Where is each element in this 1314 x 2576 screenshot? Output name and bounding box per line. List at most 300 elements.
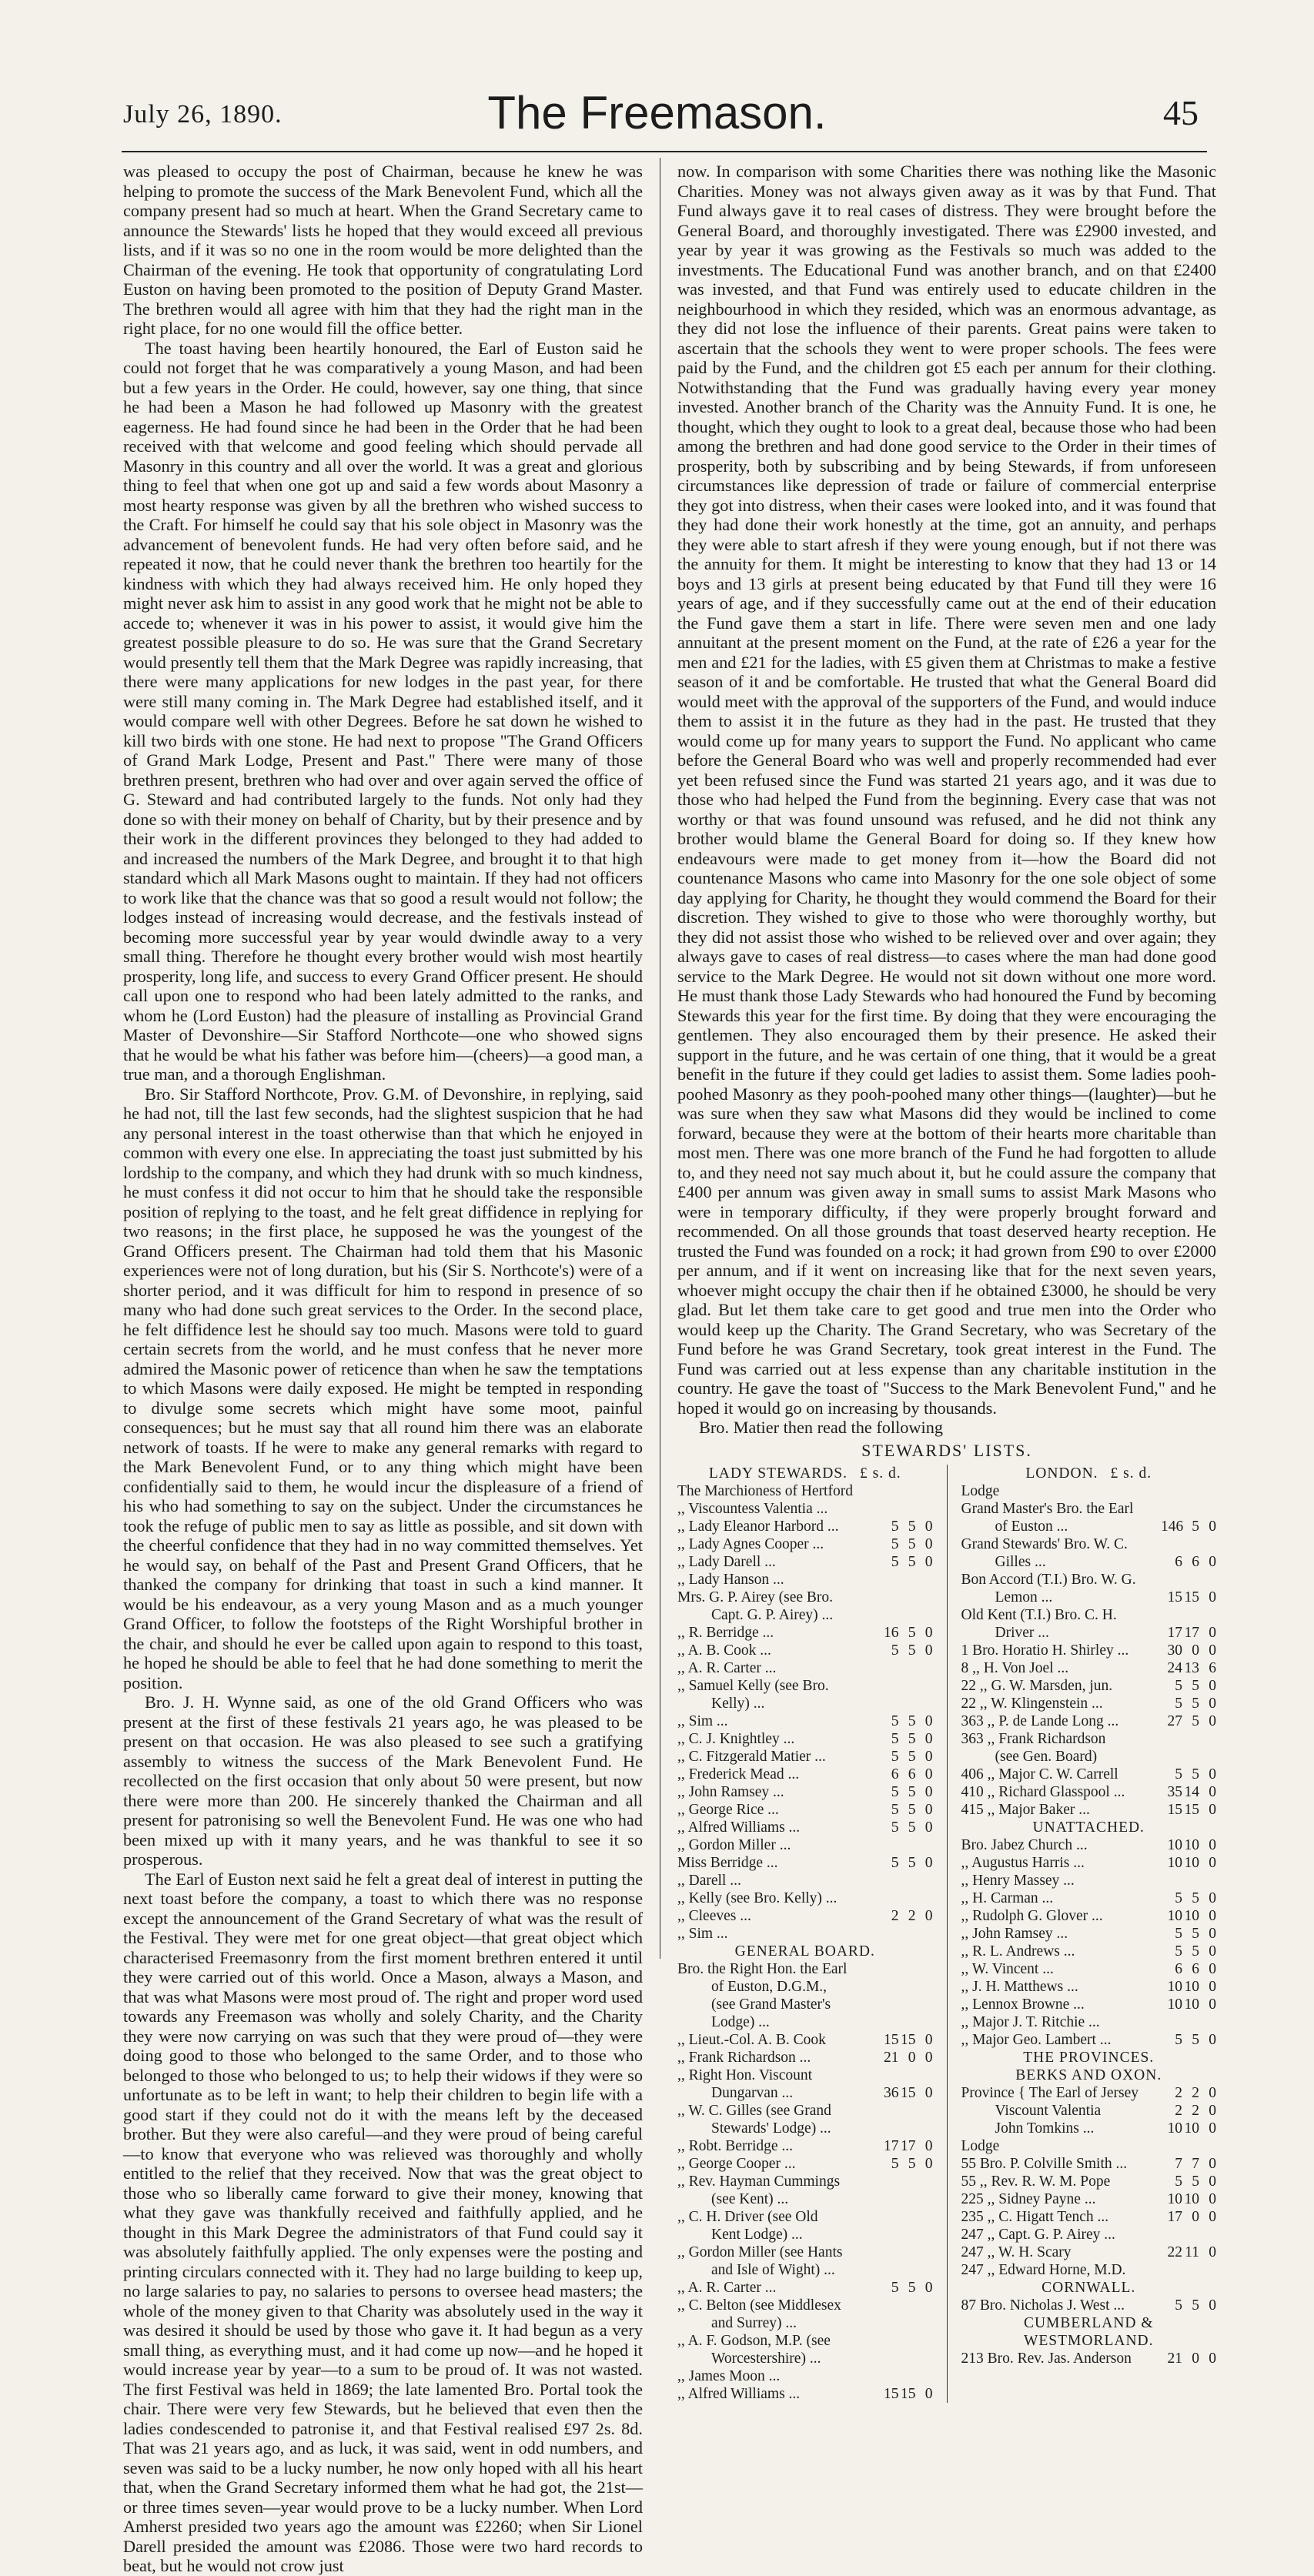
- list-item-amount: 5: [1192, 1519, 1199, 1535]
- list-item-amount: [916, 2190, 933, 2208]
- list-item: [677, 2297, 933, 2314]
- list-item-amount: 5: [1175, 1678, 1182, 1694]
- list-item-name: ,, C. H. Driver (see Old: [677, 2209, 818, 2225]
- list-item-amount: 0: [1192, 1642, 1199, 1659]
- list-item-name: Old Kent (T.I.) Bro. C. H.: [961, 1607, 1117, 1623]
- list-item-amount: [899, 2190, 916, 2208]
- list-item-amount: 17: [901, 2138, 916, 2154]
- list-item: [961, 2226, 1217, 2244]
- list-item-amount: 5: [891, 1819, 899, 1836]
- list-heading: UNATTACHED.: [1032, 1819, 1145, 1836]
- list-item: [677, 2031, 933, 2049]
- list-item-amount: 0: [924, 1731, 933, 1747]
- list-item-amount: [878, 2226, 899, 2244]
- list-item-amount: 0: [924, 2138, 933, 2154]
- list-item: [677, 1996, 933, 2013]
- list-item-amount: 7: [1192, 2156, 1199, 2172]
- list-item-amount: 5: [891, 1536, 899, 1552]
- list-item-amount: 5: [1175, 1926, 1182, 1942]
- list-item-amount: 5: [908, 1713, 916, 1729]
- list-item-amount: 15: [884, 2386, 899, 2402]
- list-item: [677, 1925, 933, 1943]
- list-item: [677, 1535, 933, 1553]
- list-item-name: ,, Gordon Miller (see Hants: [677, 2244, 843, 2260]
- list-item-amount: [1182, 1482, 1199, 1500]
- list-item-amount: 10: [1167, 2120, 1182, 2137]
- list-item-name: ,, Lady Eleanor Harbord ...: [677, 1519, 839, 1535]
- list-item-amount: [916, 2173, 933, 2190]
- list-item-amount: 5: [891, 2280, 899, 2296]
- list-item: [677, 2137, 933, 2155]
- list-item-amount: [899, 1836, 916, 1854]
- list-item-amount: 5: [908, 1731, 916, 1747]
- list-item-amount: 0: [924, 1855, 933, 1871]
- list-item-amount: 5: [1192, 1943, 1199, 1960]
- list-item-name: ,, George Cooper ...: [677, 2156, 796, 2172]
- list-item-amount: [1199, 1606, 1216, 1624]
- list-item-amount: [878, 2190, 899, 2208]
- list-item-name: Driver ...: [995, 1625, 1049, 1641]
- list-item: [677, 1960, 933, 1978]
- list-heading-text: LADY STEWARDS.: [708, 1465, 848, 1482]
- list-item-amount: 5: [1192, 1890, 1199, 1906]
- list-item-amount: 0: [1209, 2191, 1216, 2207]
- list-item-amount: [899, 2261, 916, 2279]
- newspaper-title: The Freemason.: [487, 87, 827, 139]
- list-item: [961, 2190, 1217, 2208]
- list-item-name: ,, Lennox Browne ...: [961, 1996, 1085, 2013]
- list-item-amount: [899, 2332, 916, 2350]
- list-item: [961, 2297, 1217, 2314]
- list-item: [961, 1500, 1217, 1518]
- list-item-amount: [1161, 1571, 1182, 1589]
- list-item-amount: 0: [1209, 1855, 1216, 1871]
- list-item-amount: 5: [1175, 1943, 1182, 1960]
- list-item-amount: 5: [908, 1819, 916, 1836]
- list-item-amount: [916, 1589, 933, 1606]
- list-item-amount: [878, 1836, 899, 1854]
- list-item-amount: 6: [1175, 1554, 1182, 1570]
- list-item-amount: [899, 1872, 916, 1889]
- list-item-amount: 5: [891, 1855, 899, 1871]
- list-item-name: and Surrey) ...: [711, 2315, 797, 2331]
- list-item-name: (see Grand Master's: [711, 1996, 831, 2013]
- list-item: [961, 2137, 1217, 2155]
- list-item-amount: [1182, 1730, 1199, 1748]
- list-item-name: Bro. Jabez Church ...: [961, 1837, 1088, 1853]
- list-item: [677, 2244, 933, 2261]
- list-item: [961, 1695, 1217, 1712]
- list-item-amount: [1182, 1606, 1199, 1624]
- list-item: [677, 1695, 933, 1712]
- list-item-amount: 5: [908, 1802, 916, 1818]
- list-item-amount: 0: [1209, 2103, 1216, 2119]
- list-item-amount: 2: [1192, 2085, 1199, 2101]
- list-item-amount: [916, 2208, 933, 2226]
- list-item-name: 363 ,, Frank Richardson: [961, 1731, 1106, 1747]
- list-item-amount: 6: [1209, 1660, 1216, 1676]
- list-item-name: Lodge: [961, 2138, 1000, 2154]
- list-item-amount: 0: [1209, 1926, 1216, 1942]
- list-item-name: Lemon ...: [995, 1589, 1053, 1605]
- list-item-name: 55 ,, Rev. R. W. M. Pope: [961, 2173, 1111, 2190]
- list-item-name: 87 Bro. Nicholas J. West ...: [961, 2297, 1125, 2314]
- list-item-amount: 10: [1184, 2191, 1199, 2207]
- left-column-paragraph: The Earl of Euston next said he felt a great deal of interest in putting the next toast before the company, a toast to which there was no response except the announcement of the Grand Secretary of what was the result of the Festival. They were met for one great object—that great object which characterised Freemasonry from the first moment brethren entered it until they were carried out of this world. Once a Mason, always a Mason, and that was what Masons were most proud of. The right and proper word used towards any Freemason was wholly and solely Charity, and the Charity they were now carrying on was such that they were proud of—they were doing good to those who belonged to the same Order, and to those who belonged to those who belonged to us; to help their widows if they were so unfortunate as to be left in want; to help their children to begin life with a good start if they could not do it with the means left by the deceased brother. But they were also careful—and they were proud of being careful—to know that everyone who was relieved was thoroughly and wholly entitled to the relief that they received. Now that was the great object to those who so liberally came forward to give their money, knowing that what they gave was thankfully received and faithfully applied, and he thought in this Mark Degree the administrators of that Fund could say it was absolutely faithfully applied. The only expenses were the posting and printing circulars connected with it. They had no large building to keep up, no large salaries to pay, no salaries to persons to oversee head masters; the whole of the money given to that Charity was absolutely used in the way it was desired it should be used by those who gave it. It had begun as a very small thing, as everything must, and it had come up now—and he hoped it would increase year by year—to a sum to be proud of. It was not wasted. The first Festival was held in 1869; the late lamented Bro. Portal took the chair. There were very few Stewards, but he believed that even then the ladies condescended to patronise it, and that Festival realised £97 2s. 8d. That was 21 years ago, and as luck, it was said, went in odd numbers, and seven was said to be a lucky number, he now only hoped with all his heart that, when the Grand Secretary informed them what he had got, the 21st—or three times seven—year would prove to be a lucky number. When Lord Amherst presided two years ago the amount was £2260; when Sir Lionel Darell presided the amount was £2086. Those were two hard records to beat, but he would not crow just: [123, 1869, 643, 2575]
- list-item-name: 410 ,, Richard Glasspool ...: [961, 1784, 1125, 1800]
- list-item-amount: 10: [1184, 1837, 1199, 1853]
- list-item-amount: [916, 2013, 933, 2031]
- list-item-amount: [878, 1978, 899, 1996]
- list-item-amount: 6: [891, 1766, 899, 1782]
- list-item: [961, 1624, 1217, 1642]
- list-item-amount: [899, 2066, 916, 2084]
- list-heading-text: LONDON.: [1025, 1465, 1098, 1482]
- list-item-amount: 17: [884, 2138, 899, 2154]
- list-item-amount: [916, 1925, 933, 1943]
- list-item-amount: 5: [891, 1554, 899, 1570]
- list-item: [677, 1766, 933, 1783]
- list-item: [677, 1854, 933, 1872]
- list-item-amount: [899, 1659, 916, 1677]
- list-item-amount: [899, 2013, 916, 2031]
- list-item-amount: 0: [924, 2050, 933, 2066]
- list-item-amount: 10: [1167, 2191, 1182, 2207]
- list-item: [677, 1783, 933, 1801]
- list-item-amount: 5: [1175, 1696, 1182, 1712]
- list-item: [677, 1571, 933, 1589]
- list-item-name: ,, Frank Richardson ...: [677, 2050, 811, 2066]
- list-item-name: 406 ,, Major C. W. Carrell: [961, 1766, 1118, 1782]
- list-item-name: 22 ,, G. W. Marsden, jun.: [961, 1678, 1113, 1694]
- list-item-amount: [1199, 2261, 1216, 2279]
- right-column-paragraph: now. In comparison with some Charities there was nothing like the Masonic Charities. Money was not always given away as it was by that Fund. That Fund always gave it to real cases of distress. They were brought before the General Board, and thoroughly investigated. There was £2900 invested, and year by year it was growing as the Festivals so much was added to the investments. The Educational Fund was another branch, and on that £2400 was invested, and that Fund was entirely used to educate children in the neighbourhood in which they resided, which was an enormous advantage, as they did not lose the influence of their parents. Great pains were taken to ascertain that the schools they went to were proper schools. The fees were paid by the Fund, and the children got £5 each per annum for their clothing. Notwithstanding that the Fund was gradually having every year money invested. Another branch of the Charity was the Annuity Fund. It is one, he thought, which they ought to look to a great deal, because those who had been among the brethren and had done good service to the Order in their times of prosperity, both by subscribing and by being Stewards, if from unforeseen circumstances like depression of trade or failure of commercial enterprise they got into distress, when their cases were looked into, and it was found that they had done their work honestly at the time, got an annuity, and perhaps they were able to start afresh if they were young enough, but if not there was the annuity for them. It might be interesting to know that they had 13 or 14 boys and 13 girls at present being educated by that Fund till they were 16 years of age, and if they successfully came out at the end of their education the Fund gave them a start in life. There were seven men and one lady annuitant at the present moment on the Fund, at the rate of £26 a year for the men and £21 for the ladies, with £5 given them at Christmas to make a festive season of it and be comfortable. He trusted that what the General Board did would meet with the approval of the supporters of the Fund, and would induce them to assist it in the future as they had in the past. He trusted that they would come up for many years to support the Fund. No applicant who came before the General Board who was well and properly recommended had ever yet been refused since the Fund was started 21 years ago, and it was due to those who had helped the Fund from the beginning. Every case that was not worthy or that was found unsound was refused, and he did not think any brother would blame the General Board for doing so. If they knew how endeavours were made to get money from it—how the Board did not countenance Masons who came into Masonry for the one sole object of some day applying for Charity, he thought they would commend the Board for their discretion. They wished to give to those who were thoroughly worthy, but they did not assist those who wished to be relieved over and over again; they always gave to cases of real distress—to cases where the man had done good service to the Mark Degree. He would not sit down without one more word. He must thank those Lady Stewards who had honoured the Fund by becoming Stewards this year for the first time. By doing that they were encouraging the gentlemen. They also encouraged them by their presence. He asked their support in the future, and he was certain of one thing, that it would be a great benefit in the future if they could get ladies to assist them. Some ladies pooh-poohed Masonry as they pooh-poohed many other things—(laughter)—but he was sure when they saw what Masons did they would be inclined to come forward, because they were at the bottom of their hearts more charitable than most men. There was one more branch of the Fund he had forgotten to allude to, and they need not say much about it, but he could assure the company that £400 per annum was given away in small sums to assist Mark Masons who were in temporary difficulty, if they were properly brought forward and recommended. On all those grounds that toast deserved hearty reception. He trusted the Fund was founded on a rock; it had grown from £90 to over £2000 per annum, and if it went on increasing like that for the next seven years, whoever might occupy the chair then if he obtained £3000, he should be very glad. But let them take care to get good and true men into the Order who would keep up the Charity. The Grand Secretary, who was Secretary of the Fund before he was Grand Secretary, took great interest in the Fund. The Fund was carried out at less expense than any charitable institution in the country. He gave the toast of "Success to the Mark Benevolent Fund," and he hoped it would go on increasing by thousands.: [677, 162, 1216, 1418]
- list-item-name: Grand Master's Bro. the Earl: [961, 1501, 1134, 1517]
- list-item-amount: 15: [884, 2032, 899, 2048]
- list-item-amount: 0: [1209, 1890, 1216, 1906]
- list-item-amount: [878, 1872, 899, 1889]
- list-item-name: ,, George Rice ...: [677, 1802, 779, 1818]
- list-item-amount: [878, 1925, 899, 1943]
- list-item: [677, 1978, 933, 1996]
- list-item-name: of Euston, D.G.M.,: [711, 1979, 828, 1995]
- list-item-amount: [899, 2102, 916, 2120]
- list-item-amount: 0: [1209, 1713, 1216, 1729]
- list-item-amount: [916, 1500, 933, 1518]
- list-item-name: 1 Bro. Horatio H. Shirley ...: [961, 1642, 1129, 1659]
- list-item: [677, 2190, 933, 2208]
- list-item-amount: [878, 1589, 899, 1606]
- list-item-amount: [1182, 2137, 1199, 2155]
- list-item: [677, 1518, 933, 1535]
- list-item-name: ,, Alfred Williams ...: [677, 1819, 801, 1836]
- list-item-name: ,, Frederick Mead ...: [677, 1766, 800, 1782]
- list-item-name: ,, Sim ...: [677, 1926, 728, 1942]
- list-item-name: Miss Berridge ...: [677, 1855, 778, 1871]
- list-item-name: (see Kent) ...: [711, 2191, 789, 2207]
- list-item-amount: [1182, 2013, 1199, 2031]
- list-item: [677, 2350, 933, 2367]
- list-item-amount: 0: [1209, 1678, 1216, 1694]
- list-item-name: ,, R. Berridge ...: [677, 1625, 774, 1641]
- list-item-amount: 0: [1209, 1642, 1216, 1659]
- list-item: [961, 2261, 1217, 2279]
- list-item-amount: 5: [1192, 1678, 1199, 1694]
- list-heading: GENERAL BOARD.: [734, 1943, 875, 1960]
- list-item-name: Stewards' Lodge) ...: [711, 2120, 831, 2137]
- list-item-amount: 5: [891, 1731, 899, 1747]
- list-item: [677, 1500, 933, 1518]
- list-item-amount: 2: [1175, 2085, 1182, 2101]
- list-item-amount: 17: [1167, 1625, 1182, 1641]
- list-item-amount: [878, 1482, 899, 1500]
- list-heading: CUMBERLAND & WESTMORLAND.: [1023, 2315, 1154, 2349]
- list-item-amount: 6: [908, 1766, 916, 1782]
- list-item-amount: 22: [1167, 2244, 1182, 2260]
- list-item-amount: [878, 1695, 899, 1712]
- list-item-amount: 0: [1192, 2209, 1199, 2225]
- list-item: [961, 1677, 1217, 1695]
- list-item-amount: 0: [924, 2280, 933, 2296]
- list-item-amount: 0: [1209, 1519, 1216, 1535]
- list-item-amount: 10: [1167, 1855, 1182, 1871]
- list-item-amount: 5: [1192, 1696, 1199, 1712]
- list-item-amount: [878, 1606, 899, 1624]
- list-item-amount: [878, 2120, 899, 2137]
- left-column-paragraph: Bro. Sir Stafford Northcote, Prov. G.M. of Devonshire, in replying, said he had not, till the last few seconds, had the slightest suspicion that he had any personal interest in the toast otherwise than that which he enjoyed in common with every one else. In appreciating the toast just submitted by his lordship to the company, and which they had drunk with so much kindness, he must confess it did not occur to him that he should take the responsible position of replying to the toast, and he felt great diffidence in replying for two reasons; in the first place, he supposed he was the youngest of the Grand Officers present. The Chairman had told them that his Masonic experiences were not of long duration, but his (Sir S. Northcote's) were of a shorter period, and it was difficult for him to respond in presence of so many who had done such great services to the Order. In the second place, he felt diffidence lest he should say too much. Masons were told to guard certain secrets from the world, and he must confess that he never more admired the Masonic power of reticence than when he saw the temptations to which Masons were daily exposed. He might be tempted in responding to divulge some secrets which might have some moot, painful consequences; but he must say that all round him there was an elaborate network of toasts. If he were to make any general remarks with regard to the Mark Benevolent Fund, or to any thing which might have been confidentially said to them, he would incur the displeasure of a friend of his who had something to say on the subject. Under the circumstances he took the refuge of public men to say as little as possible, and sit down with the cheerful confidence that they had in no way committed themselves. Yet he would say, on behalf of the Past and Present Grand Officers, that he thanked the company for drinking that toast in such a kind manner. It would be his endeavour, as a very young Mason and as a much younger Grand Officer, to follow the footsteps of the Right Worshipful brother in the chair, and should he ever be called upon again to respond to this toast, he hoped he should be able to feel that he had done something to merit the position.: [123, 1084, 643, 1692]
- list-item-amount: [1161, 1606, 1182, 1624]
- list-item-amount: [1182, 1500, 1199, 1518]
- list-item-amount: 0: [924, 1519, 933, 1535]
- list-item-amount: 5: [1192, 1766, 1199, 1782]
- list-item-amount: [916, 1677, 933, 1695]
- list-item-amount: 10: [1184, 1855, 1199, 1871]
- list-item-amount: 17: [1184, 1625, 1199, 1641]
- list-item-amount: 6: [1192, 1961, 1199, 1977]
- issue-date: July 26, 1890.: [123, 100, 283, 129]
- list-item-amount: [899, 1589, 916, 1606]
- list-item-amount: 10: [1167, 1837, 1182, 1853]
- list-item-amount: 0: [1209, 1784, 1216, 1800]
- list-item-amount: [1161, 1535, 1182, 1553]
- list-item-name: 247 ,, W. H. Scary: [961, 2244, 1072, 2260]
- list-item-name: ,, Gordon Miller ...: [677, 1837, 791, 1853]
- list-item-amount: [899, 2314, 916, 2332]
- list-item-amount: [916, 2244, 933, 2261]
- list-item-amount: 15: [901, 2085, 916, 2101]
- list-item-amount: 10: [1167, 1908, 1182, 1924]
- list-item-amount: [916, 2297, 933, 2314]
- list-item-amount: [899, 1500, 916, 1518]
- list-item: [677, 2332, 933, 2350]
- list-item-name: ,, John Ramsey ...: [677, 1784, 784, 1800]
- list-item-amount: 15: [1184, 1802, 1199, 1818]
- list-heading: THE PROVINCES.: [1023, 2050, 1155, 2066]
- list-item-amount: [1199, 1500, 1216, 1518]
- list-item: [677, 1730, 933, 1748]
- list-item-amount: 0: [1209, 1908, 1216, 1924]
- list-item-name: Lodge: [961, 1483, 1000, 1499]
- list-item: [961, 2155, 1217, 2173]
- list-item: [677, 2084, 933, 2102]
- list-item-amount: 5: [891, 1802, 899, 1818]
- currency-header: £ s. d.: [1110, 1465, 1152, 1482]
- list-item: [961, 1854, 1217, 1872]
- list-item-amount: [1161, 1730, 1182, 1748]
- list-item-name: ,, Major J. T. Ritchie ...: [961, 2014, 1100, 2030]
- list-item-name: Gilles ...: [995, 1554, 1046, 1570]
- list-item: [961, 1801, 1217, 1819]
- list-item-amount: [878, 1996, 899, 2013]
- right-column-paragraph: Bro. Matier then read the following: [699, 1418, 944, 1437]
- list-item: [961, 1907, 1217, 1925]
- list-item-amount: [916, 2367, 933, 2385]
- list-item: [961, 2084, 1217, 2102]
- list-item-name: ,, Lady Agnes Cooper ...: [677, 1536, 824, 1552]
- list-item-amount: [916, 1659, 933, 1677]
- list-item: [961, 1606, 1217, 1624]
- list-heading: BERKS AND OXON.: [1015, 2067, 1162, 2083]
- list-item: [677, 1712, 933, 1730]
- list-item-amount: [878, 1889, 899, 1907]
- list-item-amount: 5: [891, 2156, 899, 2172]
- list-item-amount: 5: [891, 1784, 899, 1800]
- list-item-name: Bon Accord (T.I.) Bro. W. G.: [961, 1572, 1136, 1588]
- list-item-amount: 0: [924, 1536, 933, 1552]
- list-item-amount: 5: [1192, 2173, 1199, 2190]
- list-item-amount: 0: [1209, 2085, 1216, 2101]
- list-item: [961, 2102, 1217, 2120]
- list-item-amount: [878, 1500, 899, 1518]
- list-item-amount: [1182, 1571, 1199, 1589]
- list-item-name: Lodge) ...: [711, 2014, 770, 2030]
- list-item: [961, 1943, 1217, 1960]
- list-item-amount: 15: [901, 2032, 916, 2048]
- list-item-amount: 0: [1209, 2297, 1216, 2314]
- list-item-amount: 0: [924, 2085, 933, 2101]
- list-item: [677, 2155, 933, 2173]
- list-item-amount: 0: [924, 1802, 933, 1818]
- list-item: [677, 2314, 933, 2332]
- left-column: [123, 162, 643, 2575]
- list-item: [961, 1925, 1217, 1943]
- page-number: 45: [1163, 93, 1199, 132]
- list-item-name: ,, Alfred Williams ...: [677, 2386, 801, 2402]
- list-item-amount: [878, 2244, 899, 2261]
- list-item-name: 247 ,, Capt. G. P. Airey ...: [961, 2227, 1115, 2243]
- list-item-amount: 5: [891, 1749, 899, 1765]
- list-item-name: ,, C. J. Knightley ...: [677, 1731, 795, 1747]
- list-item-amount: [1161, 2137, 1182, 2155]
- stewards-list-left: [677, 1465, 933, 2403]
- list-item-name: 225 ,, Sidney Payne ...: [961, 2191, 1096, 2207]
- list-item-amount: 0: [924, 1784, 933, 1800]
- list-item-name: Capt. G. P. Airey) ...: [711, 1607, 834, 1623]
- list-item: [961, 1748, 1217, 1766]
- list-item-amount: [1161, 1872, 1182, 1889]
- list-item-amount: 17: [1167, 2209, 1182, 2225]
- list-item-amount: 21: [884, 2050, 899, 2066]
- list-item-name: ,, Lady Hanson ...: [677, 1572, 784, 1588]
- list-item: [677, 2208, 933, 2226]
- list-item-name: ,, Lady Darell ...: [677, 1554, 776, 1570]
- list-item-name: ,, Lieut.-Col. A. B. Cook: [677, 2032, 826, 2048]
- list-item: [677, 1801, 933, 1819]
- list-item: [677, 1606, 933, 1624]
- right-column-text: [677, 162, 1216, 1438]
- list-item-amount: [899, 1960, 916, 1978]
- list-item-amount: [916, 2314, 933, 2332]
- list-item-amount: 5: [908, 2156, 916, 2172]
- list-item: [677, 2120, 933, 2137]
- list-item-amount: 5: [1192, 2297, 1199, 2314]
- list-item-amount: 10: [1167, 1979, 1182, 1995]
- list-item-name: John Tomkins ...: [995, 2120, 1095, 2137]
- list-item-amount: [878, 2173, 899, 2190]
- list-item-amount: 5: [908, 1784, 916, 1800]
- list-item-name: ,, Right Hon. Viscount: [677, 2067, 813, 2083]
- list-item-amount: 0: [924, 1819, 933, 1836]
- list-item: [961, 1889, 1217, 1907]
- list-item-amount: 0: [1192, 2350, 1199, 2367]
- list-item-name: 235 ,, C. Higatt Tench ...: [961, 2209, 1109, 2225]
- list-item: [677, 2066, 933, 2084]
- list-divider: [947, 1465, 948, 2403]
- list-item: [677, 2102, 933, 2120]
- list-item-amount: [899, 2173, 916, 2190]
- list-item: [677, 2279, 933, 2297]
- list-item-name: ,, H. Carman ...: [961, 1890, 1054, 1906]
- list-item-amount: [916, 2066, 933, 2084]
- list-item-name: ,, Rudolph G. Glover ...: [961, 1908, 1103, 1924]
- currency-header: £ s. d.: [860, 1465, 901, 1482]
- list-item-name: ,, J. H. Matthews ...: [961, 1979, 1078, 1995]
- list-item-amount: [878, 2102, 899, 2120]
- list-heading: CORNWALL.: [1042, 2280, 1136, 2296]
- list-item-amount: 0: [1209, 2032, 1216, 2048]
- list-item-name: Worcestershire) ...: [711, 2350, 821, 2367]
- right-column: [677, 162, 1216, 2402]
- list-item-amount: 0: [908, 2050, 916, 2066]
- left-column-paragraph: was pleased to occupy the post of Chairman, because he knew he was helping to promote the success of the Mark Benevolent Fund, which all the company present had so much at heart. When the Grand Secretary came to announce the Stewards' lists he hoped that they would exceed all previous lists, and if it was so no one in the room would be more delighted than the Chairman of the evening. He took that opportunity of congratulating Lord Euston on having been promoted to the position of Deputy Grand Master. The brethren would all agree with him that they had the right man in the right place, for no one would fill the office better.: [123, 162, 643, 338]
- list-item-amount: 0: [1209, 2156, 1216, 2172]
- list-item-name: ,, A. F. Godson, M.P. (see: [677, 2333, 831, 2349]
- list-item-amount: 5: [908, 1625, 916, 1641]
- list-item-amount: [899, 1996, 916, 2013]
- list-item-name: ,, Darell ...: [677, 1873, 741, 1889]
- list-item-amount: [878, 2261, 899, 2279]
- list-item-name: and Isle of Wight) ...: [711, 2262, 835, 2278]
- list-item-amount: [916, 1960, 933, 1978]
- list-item-amount: [1199, 1730, 1216, 1748]
- list-item: [961, 1783, 1217, 1801]
- list-item-amount: 5: [1175, 2297, 1182, 2314]
- list-item: [961, 1518, 1217, 1535]
- list-item-amount: [1182, 2261, 1199, 2279]
- list-item-amount: [899, 2297, 916, 2314]
- list-item-amount: [1161, 1482, 1182, 1500]
- list-item-amount: 14: [1184, 1784, 1199, 1800]
- list-item-amount: 2: [891, 1908, 899, 1924]
- list-item-amount: [1182, 1748, 1199, 1766]
- list-item-name: ,, A. R. Carter ...: [677, 2280, 777, 2296]
- stewards-list-right: [961, 1465, 1217, 2403]
- list-item-amount: [916, 2261, 933, 2279]
- list-item-amount: 0: [924, 2032, 933, 2048]
- list-item-amount: [878, 2367, 899, 2385]
- list-item-amount: [1199, 1571, 1216, 1589]
- list-item-amount: [916, 1978, 933, 1996]
